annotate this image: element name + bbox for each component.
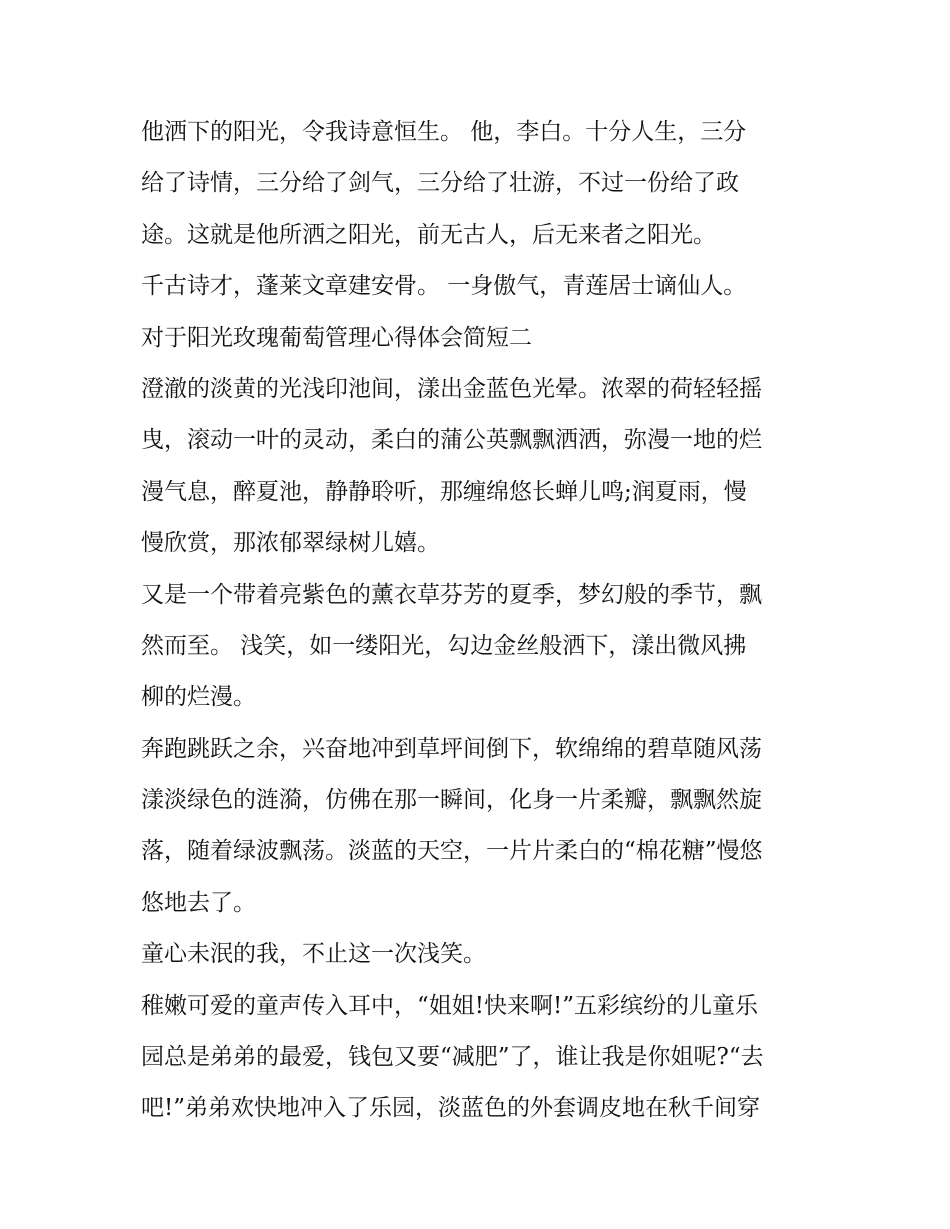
text-line: 途。这就是他所洒之阳光，前无古人，后无来者之阳光。 xyxy=(141,221,716,248)
section-heading: 对于阳光玫瑰葡萄管理心得体会简短二 xyxy=(141,324,532,351)
text-line: 奔跑跳跃之余，兴奋地冲到草坪间倒下，软绵绵的碧草随风荡 xyxy=(141,735,762,762)
text-line: 童心未泯的我，不止这一次浅笑。 xyxy=(141,941,486,968)
text-line: 给了诗情，三分给了剑气，三分给了壮游，不过一份给了政 xyxy=(141,170,739,197)
text-line: 澄澈的淡黄的光浅印池间，漾出金蓝色光晕。浓翠的荷轻轻摇 xyxy=(141,375,762,402)
text-line: 落，随着绿波飘荡。淡蓝的天空，一片片柔白的“棉花糖”慢悠 xyxy=(141,838,763,865)
text-line: 他洒下的阳光，令我诗意恒生。 他，李白。十分人生，三分 xyxy=(141,119,747,145)
text-line: 吧!”弟弟欢快地冲入了乐园，淡蓝色的外套调皮地在秋千间穿 xyxy=(141,1095,761,1122)
text-line: 园总是弟弟的最爱，钱包又要“减肥”了，谁让我是你姐呢?“去 xyxy=(141,1044,764,1071)
text-line: 漫气息，醉夏池，静静聆听，那缠绵悠长蝉儿鸣;润夏雨，慢 xyxy=(141,478,747,505)
text-line: 曳，滚动一叶的灵动，柔白的蒲公英飘飘洒洒，弥漫一地的烂 xyxy=(141,427,762,454)
text-line: 又是一个带着亮紫色的薰衣草芬芳的夏季，梦幻般的季节，飘 xyxy=(141,581,762,608)
text-line: 悠地去了。 xyxy=(141,889,256,916)
text-line: 千古诗才，蓬莱文章建安骨。 一身傲气，青莲居士谪仙人。 xyxy=(141,273,747,300)
text-line: 然而至。 浅笑，如一缕阳光，勾边金丝般洒下，漾出微风拂 xyxy=(141,632,747,659)
text-line: 漾淡绿色的涟漪，仿佛在那一瞬间，化身一片柔瓣，飘飘然旋 xyxy=(141,787,762,814)
text-line: 慢欣赏，那浓郁翠绿树儿嬉。 xyxy=(141,530,440,557)
document-body xyxy=(141,107,821,1135)
text-line: 柳的烂漫。 xyxy=(141,684,256,711)
text-line: 稚嫩可爱的童声传入耳中，“姐姐!快来啊!”五彩缤纷的儿童乐 xyxy=(141,992,759,1019)
